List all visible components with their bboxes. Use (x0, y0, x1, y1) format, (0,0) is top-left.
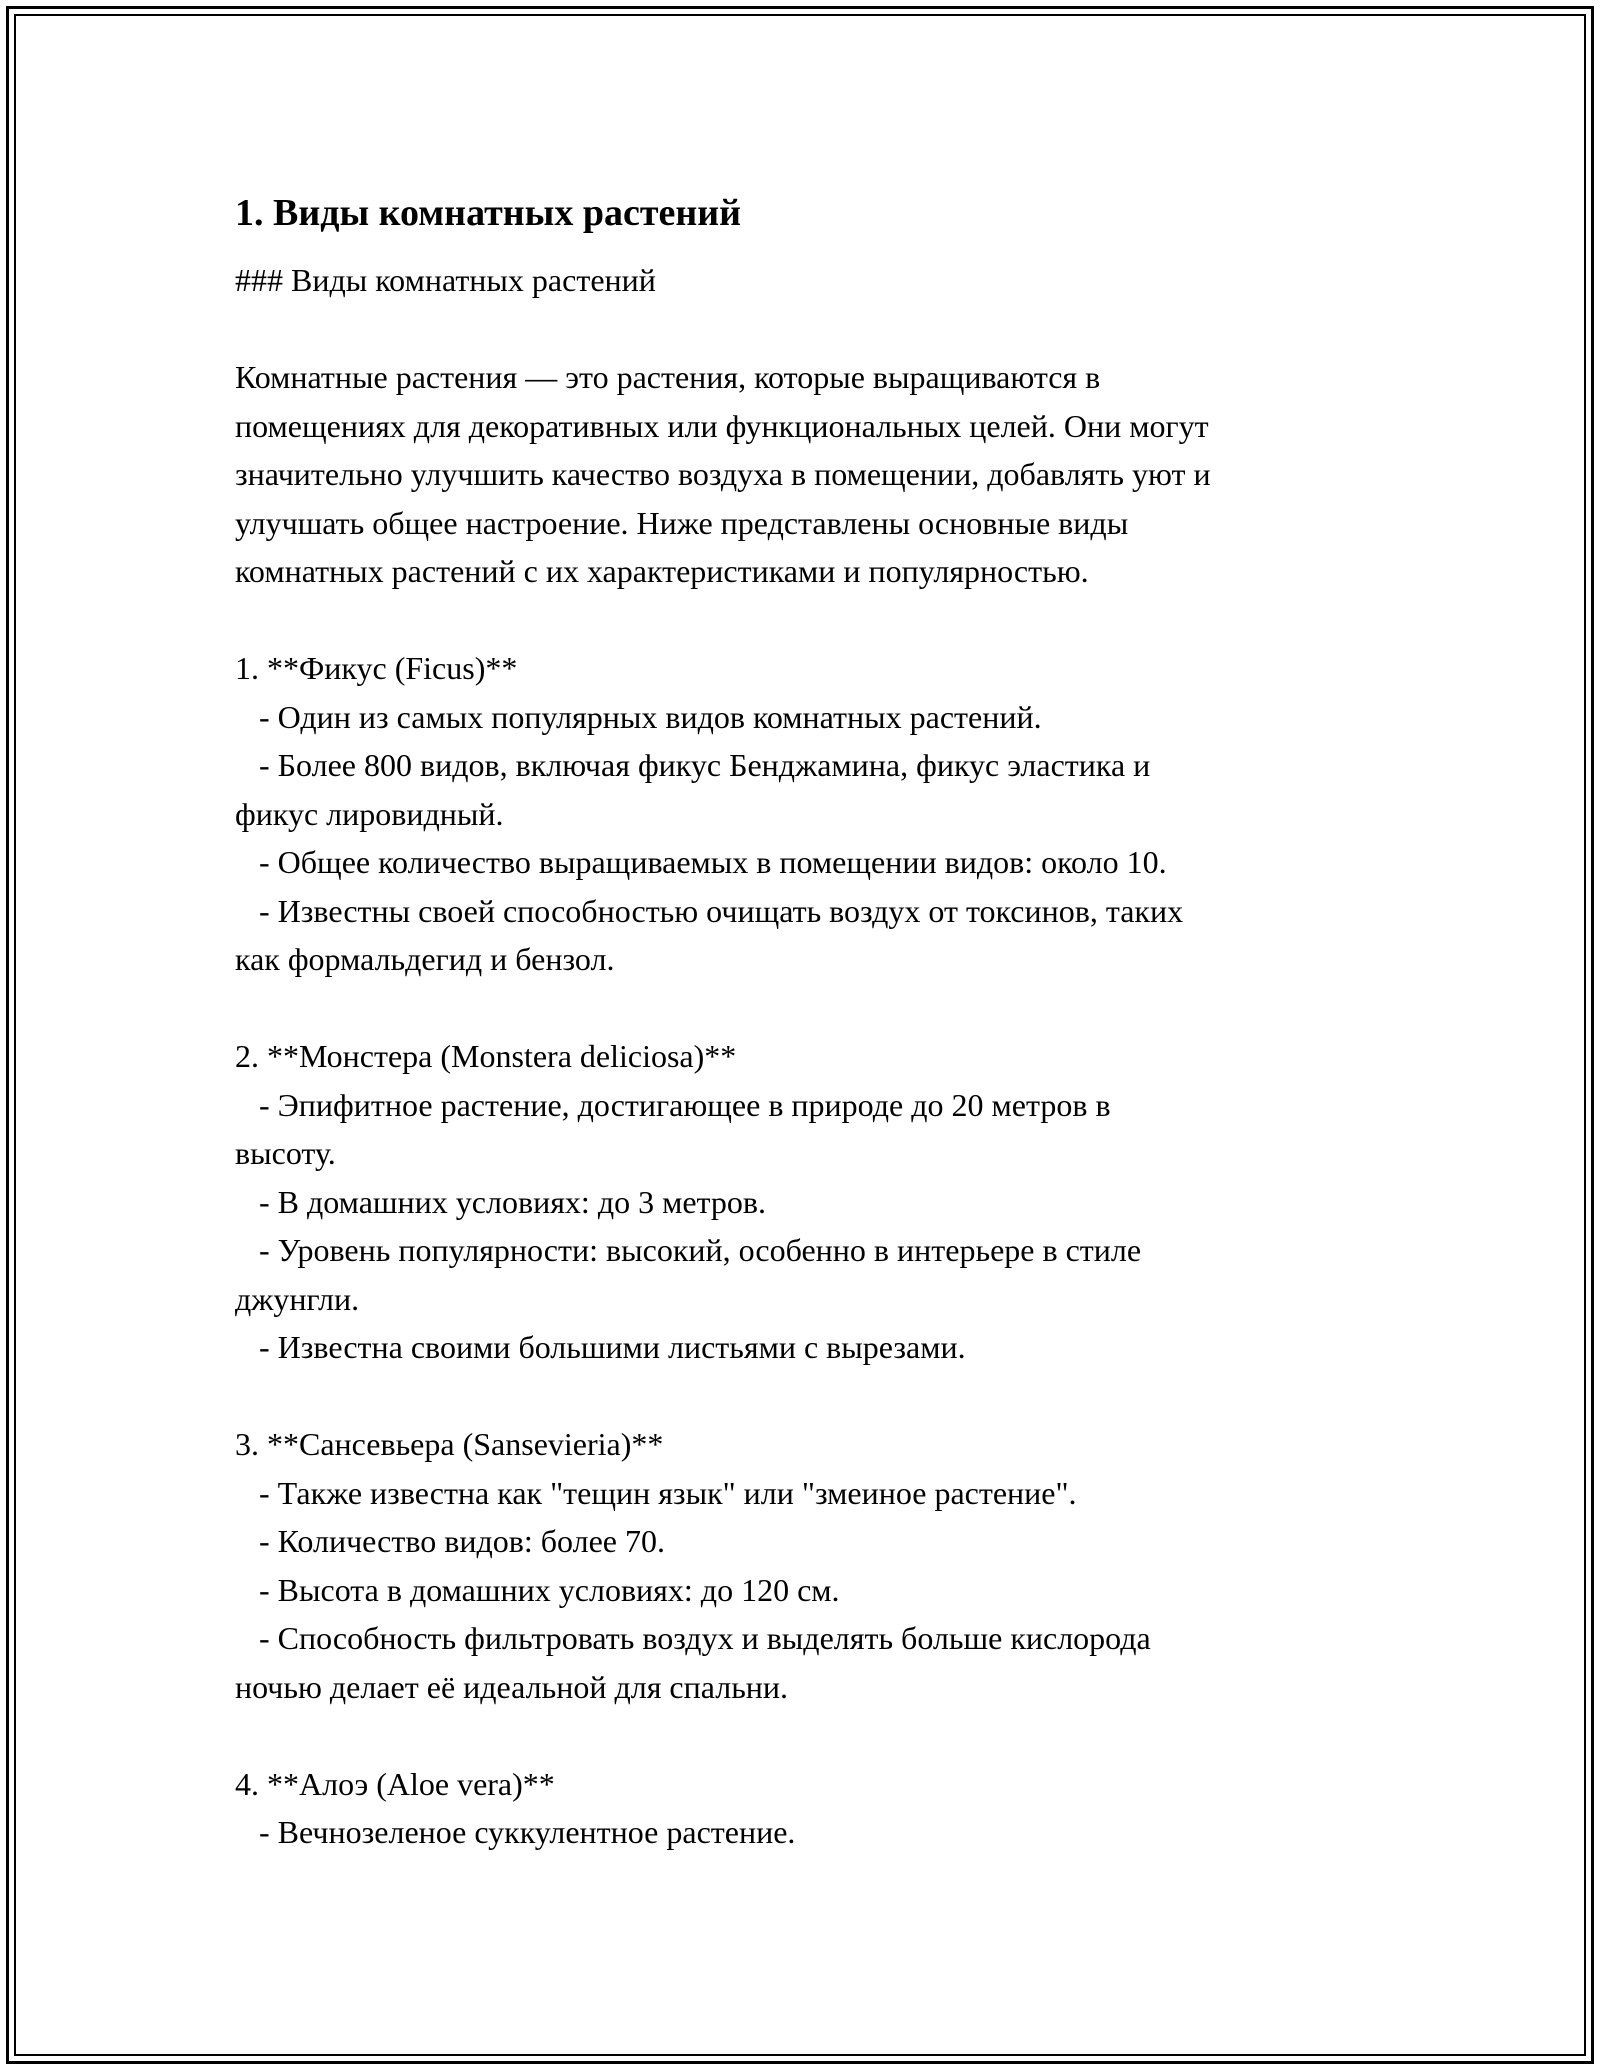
text-line: 1. **Фикус (Ficus)** (235, 650, 518, 686)
text-line: помещениях для декоративных или функциональных целей. Они могут (235, 407, 1209, 444)
text-line: высоту. (235, 1135, 336, 1171)
text-line: - Более 800 видов, включая фикус Бенджамина, фикус эластика и (235, 747, 1151, 783)
text-line: комнатных растений с их характеристиками и популярностью. (235, 553, 1089, 589)
text-line: Комнатные растения — это растения, которые выращиваются в (235, 359, 1101, 395)
text-line: 4. **Алоэ (Aloe vera)** (235, 1765, 555, 1802)
blank-line (235, 1711, 1385, 1760)
document-body (235, 180, 1385, 1857)
text-line: ### Виды комнатных растений (235, 262, 656, 298)
blank-line (235, 1372, 1385, 1421)
text-line: - Общее количество выращиваемых в помещении видов: около 10. (235, 844, 1167, 880)
text-line: - В домашних условиях: до 3 метров. (235, 1183, 767, 1220)
blank-line (235, 984, 1385, 1033)
text-line: ночью делает её идеальной для спальни. (235, 1668, 789, 1705)
text-line: - Известна своими большими листьями с вырезами. (235, 1329, 966, 1365)
blank-line (235, 596, 1385, 645)
text-line: 3. **Сансевьера (Sansevieria)** (235, 1426, 664, 1462)
text-line: - Способность фильтровать воздух и выделять больше кислорода (235, 1620, 1151, 1656)
text-line: - Эпифитное растение, достигающее в природе до 20 метров в (235, 1086, 1111, 1123)
text-line: - Высота в домашних условиях: до 120 см. (235, 1571, 840, 1608)
text-line: джунгли. (235, 1280, 360, 1317)
text-line: улучшать общее настроение. Ниже представлены основные виды (235, 504, 1129, 541)
text-line: - Известны своей способностью очищать воздух от токсинов, таких (235, 892, 1184, 929)
text-line: - Один из самых популярных видов комнатных растений. (235, 698, 1042, 735)
text-line: как формальдегид и бензол. (235, 941, 615, 977)
text-line: фикус лировидный. (235, 795, 504, 832)
text-line: - Количество видов: более 70. (235, 1523, 665, 1559)
text-line: значительно улучшить качество воздуха в помещении, добавлять уют и (235, 456, 1211, 492)
text-line: 2. **Монстера (Monstera deliciosa)** (235, 1038, 737, 1074)
blank-line (235, 305, 1385, 354)
document-text (235, 256, 1385, 1857)
text-line: - Уровень популярности: высокий, особенно в интерьере в стиле (235, 1232, 1142, 1268)
text-line: - Вечнозеленое суккулентное растение. (235, 1814, 796, 1850)
text-line: - Также известна как "тещин язык" или "змеиное растение". (235, 1474, 1077, 1511)
document-title: 1. Виды комнатных растений (235, 192, 742, 234)
